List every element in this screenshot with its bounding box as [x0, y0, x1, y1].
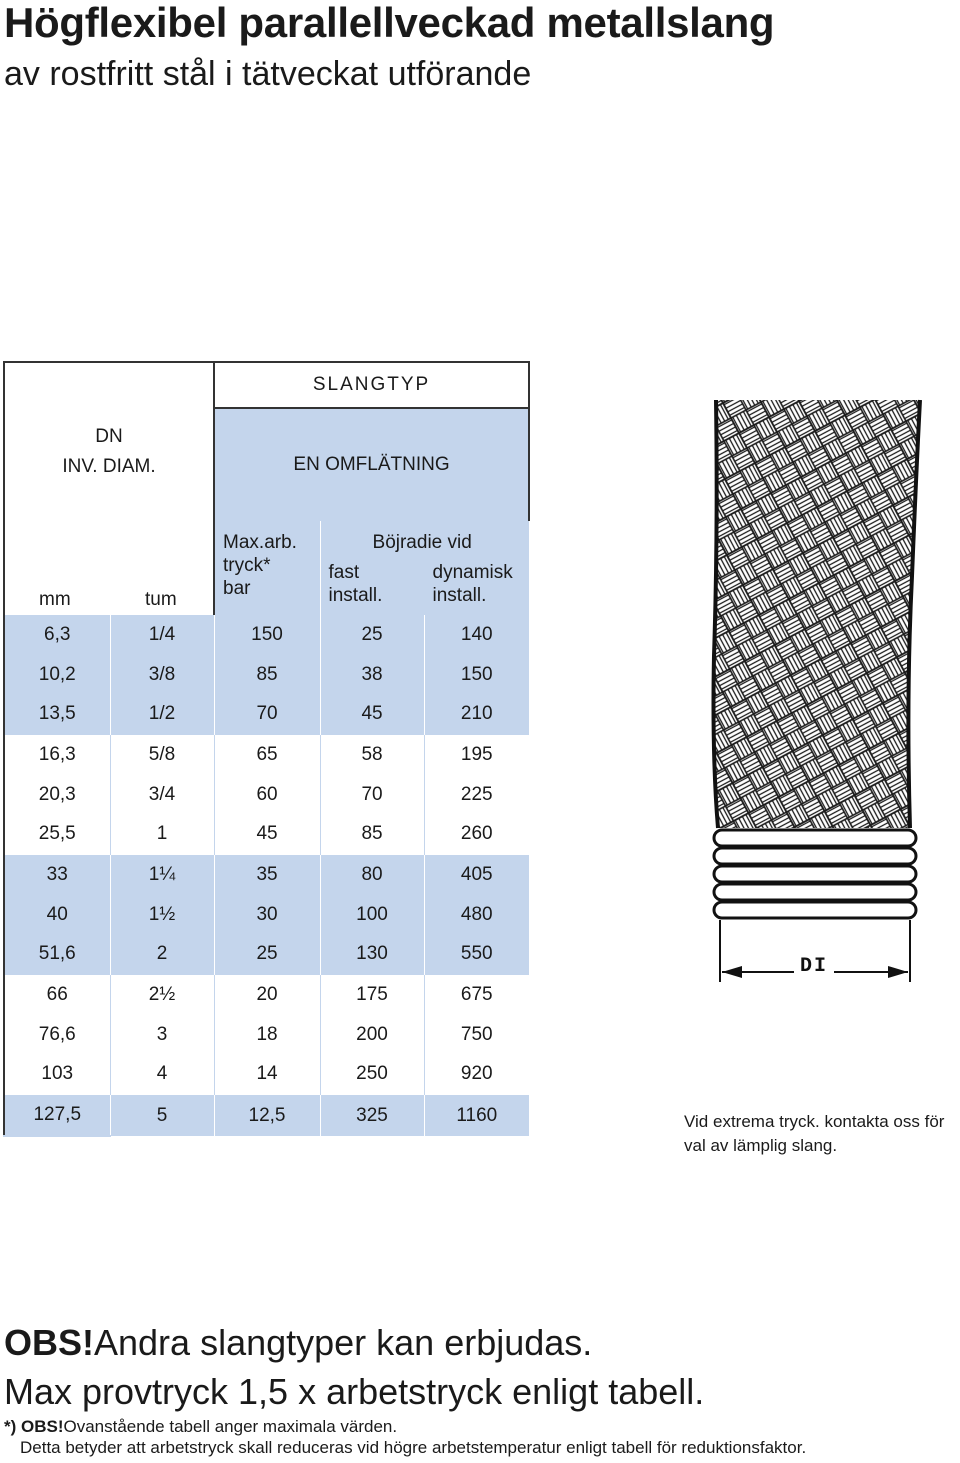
cell-fixed: 130 [320, 935, 424, 975]
dn-label: DN [95, 426, 123, 447]
cell-tum: 1½ [110, 895, 214, 935]
cell-tum: 4 [110, 1055, 214, 1095]
single-braid-header: EN OMFLÄTNING [214, 408, 529, 521]
dynamic-install-label: dynamisk install. [432, 562, 513, 606]
cell-pressure: 150 [214, 615, 320, 655]
hose-type-header: SLANGTYP [214, 362, 529, 408]
cell-pressure: 30 [214, 895, 320, 935]
cell-fixed: 58 [320, 735, 424, 775]
cell-pressure: 25 [214, 935, 320, 975]
cell-dynamic: 260 [424, 814, 529, 854]
cell-mm: 6,3 [4, 615, 110, 655]
cell-dynamic: 675 [424, 975, 529, 1015]
max-pressure-label: Max.arb. tryck* bar [223, 532, 297, 599]
footnote-line-1 [4, 1417, 397, 1437]
cell-dynamic: 1160 [424, 1095, 529, 1136]
cell-tum: 3 [110, 1015, 214, 1055]
cell-tum: 5/8 [110, 735, 214, 775]
pressure-header [214, 521, 320, 615]
cell-mm: 25,5 [4, 814, 110, 854]
cell-fixed: 80 [320, 855, 424, 895]
cell-dynamic: 480 [424, 895, 529, 935]
cell-mm: 33 [4, 855, 110, 895]
cell-tum: 2½ [110, 975, 214, 1015]
footnote-line-2: Detta betyder att arbetstryck skall reduceras vid högre arbetstemperatur enligt tabell för reduktionsfaktor. [20, 1438, 807, 1457]
cell-tum: 1/2 [110, 694, 214, 734]
cell-dynamic: 405 [424, 855, 529, 895]
hose-spec-table [3, 361, 530, 1137]
cell-mm: 13,5 [4, 694, 110, 734]
cell-fixed: 250 [320, 1055, 424, 1095]
cell-dynamic: 210 [424, 694, 529, 734]
cell-tum: 1¼ [110, 855, 214, 895]
cell-tum: 3/4 [110, 775, 214, 815]
cell-dynamic: 140 [424, 615, 529, 655]
inv-diam-label: INV. DIAM. [62, 456, 156, 477]
footnote-prefix: *) OBS! [4, 1417, 64, 1436]
cell-mm: 103 [4, 1055, 110, 1095]
cell-fixed: 175 [320, 975, 424, 1015]
cell-pressure: 70 [214, 694, 320, 734]
bend-radius-label: Böjradie vid [372, 532, 472, 553]
obs-text: Andra slangtyper kan erbjudas. [94, 1322, 593, 1363]
cell-dynamic: 195 [424, 735, 529, 775]
braided-hose-drawing [700, 396, 930, 996]
cell-mm: 16,3 [4, 735, 110, 775]
cell-fixed: 100 [320, 895, 424, 935]
cell-dynamic: 150 [424, 655, 529, 695]
cell-fixed: 200 [320, 1015, 424, 1055]
cell-tum: 3/8 [110, 655, 214, 695]
cell-tum: 5 [110, 1095, 214, 1136]
cell-pressure: 12,5 [214, 1095, 320, 1136]
cell-mm: 76,6 [4, 1015, 110, 1055]
cell-mm: 66 [4, 975, 110, 1015]
cell-pressure: 65 [214, 735, 320, 775]
cell-mm: 20,3 [4, 775, 110, 815]
cell-fixed: 70 [320, 775, 424, 815]
dn-header [4, 362, 214, 521]
bend-radius-header [320, 521, 529, 615]
cell-fixed: 38 [320, 655, 424, 695]
cell-dynamic: 920 [424, 1055, 529, 1095]
cell-mm: 127,5 [4, 1095, 110, 1136]
cell-pressure: 35 [214, 855, 320, 895]
cell-fixed: 45 [320, 694, 424, 734]
cell-fixed: 25 [320, 615, 424, 655]
di-label: DI [799, 955, 829, 978]
cell-tum: 1/4 [110, 615, 214, 655]
tum-header: tum [145, 589, 177, 610]
cell-tum: 2 [110, 935, 214, 975]
cell-dynamic: 750 [424, 1015, 529, 1055]
cell-pressure: 85 [214, 655, 320, 695]
cell-fixed: 85 [320, 814, 424, 854]
cell-pressure: 45 [214, 814, 320, 854]
page-subtitle: av rostfritt stål i tätveckat utförande [4, 55, 532, 93]
obs-prefix: OBS! [4, 1322, 94, 1363]
cell-pressure: 14 [214, 1055, 320, 1095]
cell-tum: 1 [110, 814, 214, 854]
cell-dynamic: 225 [424, 775, 529, 815]
cell-fixed: 325 [320, 1095, 424, 1136]
obs-line [4, 1323, 592, 1363]
page-title: Högflexibel parallellveckad metallslang [4, 0, 775, 46]
extreme-pressure-note: Vid extrema tryck. kontakta oss för val av lämplig slang. [684, 1112, 945, 1155]
max-test-pressure: Max provtryck 1,5 x arbetstryck enligt tabell. [4, 1371, 705, 1412]
unit-header [4, 521, 214, 615]
fixed-install-label: fast install. [328, 562, 383, 606]
cell-dynamic: 550 [424, 935, 529, 975]
cell-mm: 51,6 [4, 935, 110, 975]
mm-header: mm [39, 589, 71, 610]
cell-mm: 40 [4, 895, 110, 935]
cell-pressure: 18 [214, 1015, 320, 1055]
cell-pressure: 20 [214, 975, 320, 1015]
footnote-text: Ovanstående tabell anger maximala värden. [63, 1417, 398, 1436]
cell-mm: 10,2 [4, 655, 110, 695]
cell-pressure: 60 [214, 775, 320, 815]
